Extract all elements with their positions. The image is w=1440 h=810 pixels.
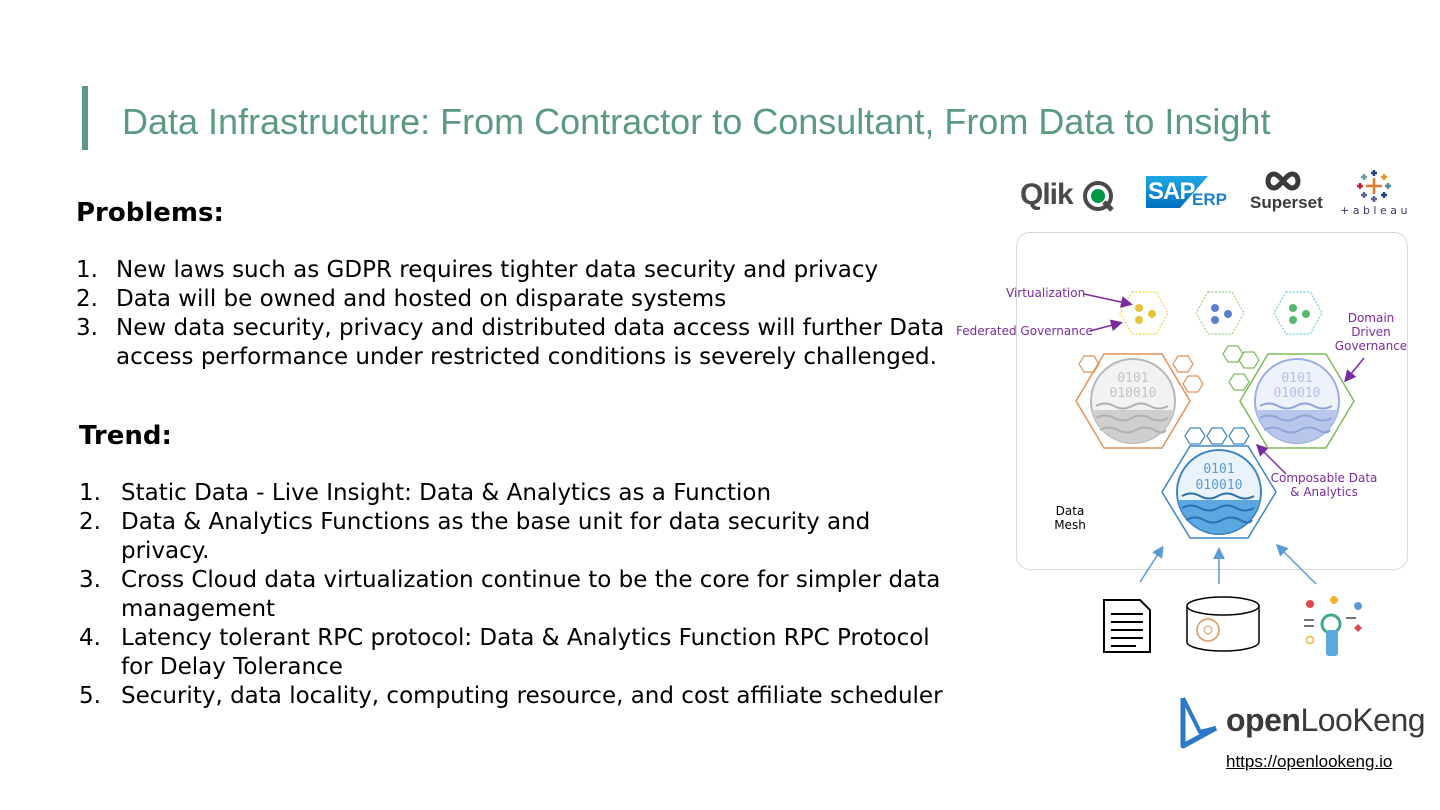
list-number: 3. — [79, 567, 101, 593]
list-number: 2. — [76, 286, 98, 312]
source-arrow — [1140, 548, 1162, 582]
list-number: 2. — [79, 509, 101, 535]
openlookeng-wordmark — [1226, 702, 1425, 739]
orange-data-hex — [1076, 354, 1203, 448]
openlookeng-logo-icon — [1178, 694, 1222, 752]
openlookeng-url-link[interactable]: https://openlookeng.io — [1226, 752, 1393, 771]
page-title: Data Infrastructure: From Contractor to Consultant, From Data to Insight — [122, 101, 1271, 142]
list-text: New data security, privacy and distributed data access will further Data access performance under restricted conditions is severely challenged. — [116, 315, 945, 370]
bits-text: 0101 — [1117, 371, 1149, 386]
domain-driven-governance-label: Domain Driven Governance — [1334, 311, 1408, 353]
list-text: Static Data - Live Insight: Data & Analytics as a Function — [121, 480, 772, 506]
erp-wordmark: ERP — [1192, 190, 1227, 209]
document-icon — [1104, 600, 1150, 652]
list-text: Security, data locality, computing resource, and cost affiliate scheduler — [121, 683, 943, 709]
list-number: 1. — [76, 257, 98, 283]
federated-hex-icon — [1196, 292, 1244, 334]
federated-governance-label: Federated Governance — [956, 324, 1093, 338]
bits-text: 0101 — [1203, 462, 1235, 477]
domain-hex-icon — [1274, 292, 1322, 334]
list-number: 1. — [79, 480, 101, 506]
bits-text: 010010 — [1195, 478, 1243, 493]
list-text: Data will be owned and hosted on disparate systems — [116, 286, 727, 312]
tableau-wordmark: + a b l e a u — [1340, 204, 1408, 217]
list-text: Cross Cloud data virtualization continue to be the core for simpler data management — [121, 567, 941, 622]
sap-wordmark: SAP — [1148, 178, 1195, 205]
green-data-hex — [1223, 346, 1354, 448]
list-number: 5. — [79, 683, 101, 709]
bits-text: 010010 — [1273, 386, 1321, 401]
virtualization-label: Virtualization — [1006, 286, 1086, 300]
superset-wordmark: Superset — [1250, 193, 1323, 212]
blue-data-hex — [1162, 428, 1276, 538]
trend-heading: Trend: — [79, 421, 172, 451]
openlookeng-wordmark-rest: LooKeng — [1300, 702, 1426, 738]
domain-arrow — [1346, 358, 1364, 380]
list-text: Latency tolerant RPC protocol: Data & Analytics Function RPC Protocol for Delay Tolerance — [121, 625, 930, 680]
user-network-icon — [1304, 596, 1362, 656]
list-text: Data & Analytics Functions as the base unit for data security and privacy. — [121, 509, 871, 564]
openlookeng-wordmark-bold: open — [1226, 702, 1301, 738]
list-text: New laws such as GDPR requires tighter data security and privacy — [116, 257, 879, 283]
bits-text: 0101 — [1281, 371, 1313, 386]
source-arrow — [1278, 546, 1316, 584]
qlik-wordmark: Qlik — [1020, 178, 1073, 211]
virtualization-arrow — [1084, 294, 1130, 304]
bits-text: 010010 — [1109, 386, 1157, 401]
list-number: 3. — [76, 315, 98, 341]
data-mesh-label: Data Mesh — [1054, 504, 1086, 532]
federated-arrow — [1090, 323, 1120, 331]
list-number: 4. — [79, 625, 101, 651]
virtualization-hex-icon — [1120, 292, 1168, 334]
composable-label: Composable Data & Analytics — [1270, 471, 1378, 499]
database-icon — [1187, 597, 1259, 651]
problems-heading: Problems: — [76, 198, 224, 228]
